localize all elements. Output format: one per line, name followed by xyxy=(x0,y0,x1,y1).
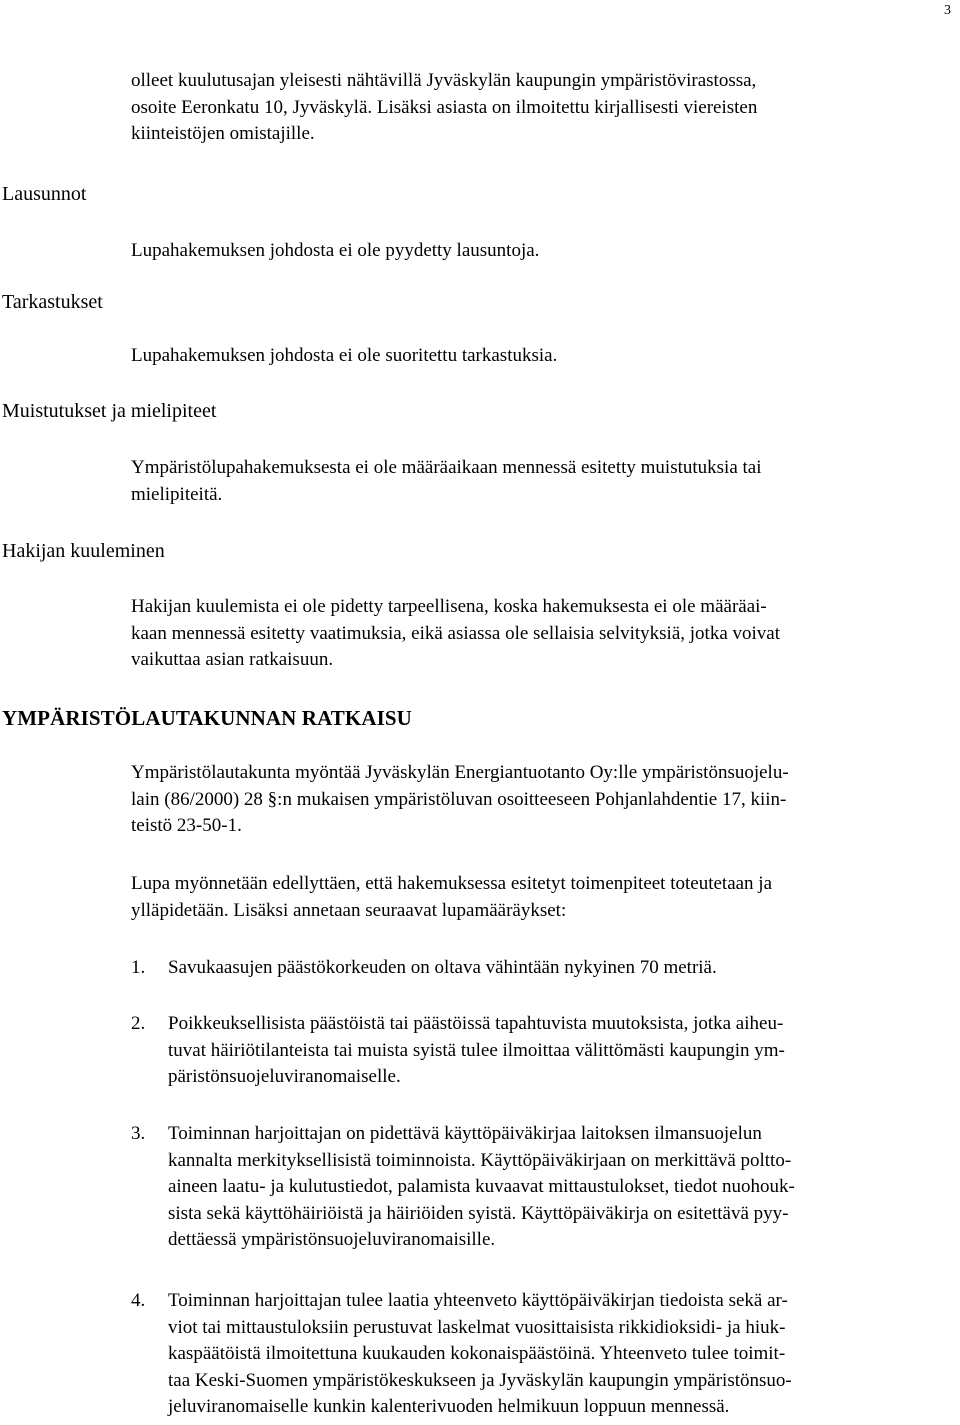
section-heading-lausunnot: Lausunnot xyxy=(2,183,87,205)
condition-line: tuvat häiriötilanteista tai muista syistä tulee ilmoittaa välittömästi kaupungin ym- xyxy=(168,1039,785,1061)
condition-line: kaspäätöistä ilmoitettuna kuukauden kokonaispäästöinä. Yhteenveto tulee toimit- xyxy=(168,1343,786,1364)
intro-line: kiinteistöjen omistajille. xyxy=(131,123,315,144)
condition-number: 1. xyxy=(131,957,146,978)
decision-line: ylläpidetään. Lisäksi annetaan seuraavat lupamääräykset: xyxy=(131,899,567,921)
hakijan-kuuleminen-line: Hakijan kuulemista ei ole pidetty tarpeellisena, koska hakemuksesta ei ole määräai- xyxy=(131,596,767,617)
condition-line: Savukaasujen päästökorkeuden on oltava vähintään nykyinen 70 metriä. xyxy=(168,957,717,978)
condition-line: aineen laatu- ja kulutustiedot, palamista kuvaavat mittaustulokset, tiedot nuohouk- xyxy=(168,1176,795,1197)
intro-line: osoite Eeronkatu 10, Jyväskylä. Lisäksi asiasta on ilmoitettu kirjallisesti viereisten xyxy=(131,96,758,118)
section-heading-muistutukset: Muistutukset ja mielipiteet xyxy=(2,400,217,422)
hakijan-kuuleminen-text xyxy=(131,594,941,674)
lausunnot-text xyxy=(131,238,941,265)
muistutukset-line: Ympäristölupahakemuksesta ei ole määräaikaan mennessä esitetty muistutuksia tai xyxy=(131,457,762,478)
condition-line: päristönsuojeluviranomaiselle. xyxy=(168,1066,401,1087)
intro-line: olleet kuulutusajan yleisesti nähtävillä Jyväskylän kaupungin ympäristövirastossa, xyxy=(131,70,757,91)
condition-line: dettäessä ympäristönsuojeluviranomaisille. xyxy=(168,1229,496,1250)
condition-line: jeluviranomaiselle kunkin kalenterivuoden helmikuun loppuun mennessä. xyxy=(168,1396,730,1417)
permit-condition-4 xyxy=(131,1288,941,1421)
hakijan-kuuleminen-line: vaikuttaa asian ratkaisuun. xyxy=(131,649,334,670)
lausunnot-line: Lupahakemuksen johdosta ei ole pyydetty lausuntoja. xyxy=(131,240,540,261)
decision-line: Ympäristölautakunta myöntää Jyväskylän Energiantuotanto Oy:lle ympäristönsuojelu- xyxy=(131,762,789,783)
page-number: 3 xyxy=(944,3,951,18)
section-heading-tarkastukset: Tarkastukset xyxy=(2,291,103,313)
decision-heading: YMPÄRISTÖLAUTAKUNNAN RATKAISU xyxy=(2,706,412,730)
decision-paragraph-2 xyxy=(131,871,941,924)
condition-line: kannalta merkityksellisistä toiminnoista. Käyttöpäiväkirjaan on merkittävä poltto- xyxy=(168,1149,792,1171)
tarkastukset-line: Lupahakemuksen johdosta ei ole suoritettu tarkastuksia. xyxy=(131,345,558,366)
permit-condition-2 xyxy=(131,1011,941,1091)
tarkastukset-text xyxy=(131,343,941,370)
condition-line: viot tai mittaustuloksiin perustuvat laskelmat vuosittaisista rikkidioksidi- ja hiuk- xyxy=(168,1316,786,1338)
condition-line: taa Keski-Suomen ympäristökeskukseen ja Jyväskylän kaupungin ympäristönsuo- xyxy=(168,1369,792,1391)
condition-number: 4. xyxy=(131,1290,146,1311)
hakijan-kuuleminen-line: kaan mennessä esitetty vaatimuksia, eikä asiassa ole sellaisia selvityksiä, jotka voivat xyxy=(131,622,780,644)
decision-paragraph-1 xyxy=(131,760,941,840)
condition-number: 2. xyxy=(131,1013,146,1034)
condition-number: 3. xyxy=(131,1123,146,1144)
permit-condition-3 xyxy=(131,1121,941,1254)
intro-paragraph xyxy=(131,68,941,148)
section-heading-hakijan-kuuleminen: Hakijan kuuleminen xyxy=(2,540,165,562)
permit-condition-1 xyxy=(131,955,941,982)
condition-line: Poikkeuksellisista päästöistä tai päästöissä tapahtuvista muutoksista, jotka aiheu- xyxy=(168,1013,784,1034)
muistutukset-text xyxy=(131,455,941,508)
condition-line: Toiminnan harjoittajan tulee laatia yhteenveto käyttöpäiväkirjan tiedoista sekä ar- xyxy=(168,1290,788,1311)
muistutukset-line: mielipiteitä. xyxy=(131,483,223,505)
decision-line: Lupa myönnetään edellyttäen, että hakemuksessa esitetyt toimenpiteet toteutetaan ja xyxy=(131,873,773,894)
condition-line: sista sekä käyttöhäiriöistä ja häiriöiden syistä. Käyttöpäiväkirja on esitettävä pyy- xyxy=(168,1202,789,1224)
condition-line: Toiminnan harjoittajan on pidettävä käyttöpäiväkirjaa laitoksen ilmansuojelun xyxy=(168,1123,762,1144)
decision-line: lain (86/2000) 28 §:n mukaisen ympäristöluvan osoitteeseen Pohjanlahdentie 17, kiin- xyxy=(131,788,787,810)
decision-line: teistö 23-50-1. xyxy=(131,815,242,836)
